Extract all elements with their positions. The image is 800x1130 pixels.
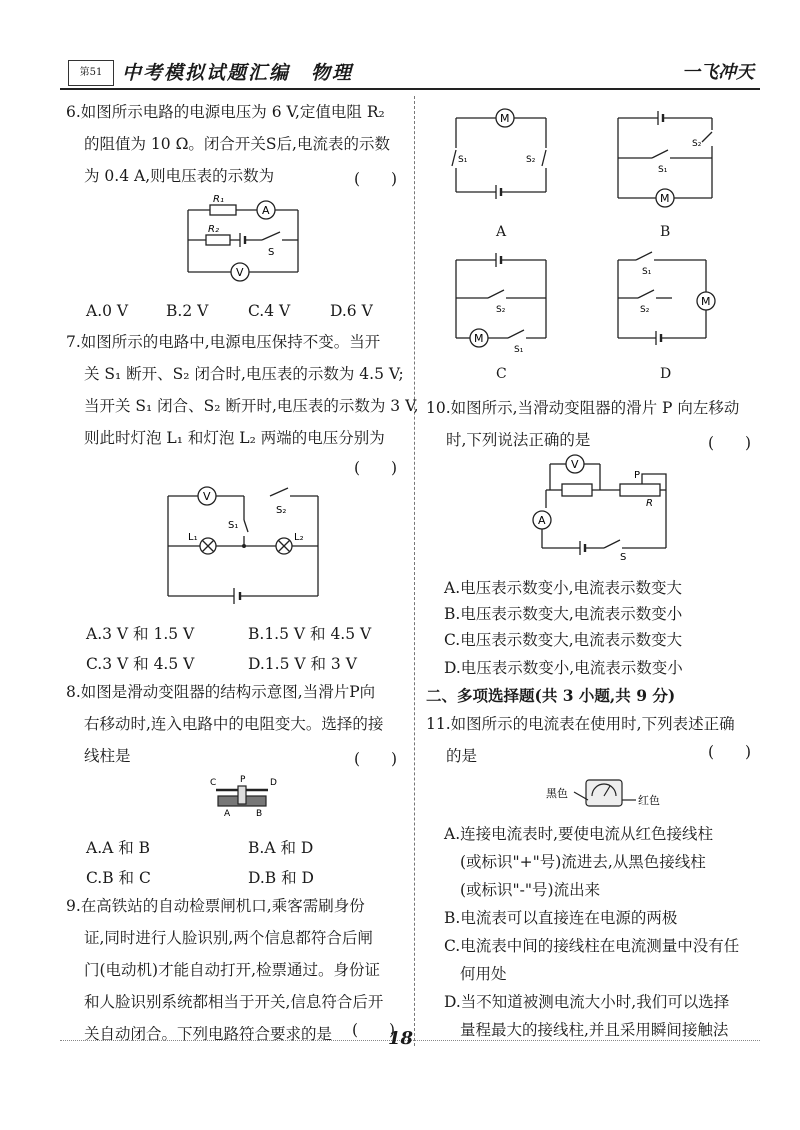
q9-line-2: 证,同时进行人脸识别,两个信息都符合后闸	[84, 929, 373, 947]
q10-p-label: P	[634, 470, 641, 481]
q11-red-label: 红色	[638, 794, 660, 807]
q7-line-3: 当开关 S₁ 闭合、S₂ 断开时,电压表的示数为 3 V,	[84, 397, 419, 415]
q8-label-b: B	[256, 809, 263, 819]
q8-label-c: C	[210, 778, 217, 788]
q9-line-1: 9.在高铁站的自动检票闸机口,乘客需刷身份	[66, 897, 365, 915]
q9d-s1-label: S₁	[642, 267, 652, 277]
q9c-motor-label: M	[474, 332, 484, 345]
q9a-s2-label: S₂	[526, 155, 536, 165]
q11-option-line-2: (或标识"+"号)流进去,从黑色接线柱	[460, 853, 706, 871]
q11-answer-paren: ( )	[708, 743, 752, 761]
q7-l1-label: L₁	[188, 532, 198, 543]
q11-option-line-6: 何用处	[460, 965, 507, 983]
q9-caption-b: B	[660, 224, 671, 240]
book-logo-icon: 第51	[68, 60, 114, 86]
q11-option-line-1: A.连接电流表时,要使电流从红色接线柱	[444, 825, 714, 843]
q8-option-d: D.B 和 D	[248, 869, 314, 887]
q8-label-p: P	[240, 775, 246, 785]
page-number: 18	[388, 1028, 414, 1049]
q10-option-a: A.电压表示数变小,电流表示数变大	[444, 579, 683, 597]
q6-option-b: B.2 V	[166, 302, 209, 320]
q6-line-2: 的阻值为 10 Ω。闭合开关S后,电流表的示数	[84, 135, 390, 153]
q6-line-3: 为 0.4 A,则电压表的示数为	[84, 167, 275, 185]
q10-line-2: 时,下列说法正确的是	[446, 431, 591, 449]
q10-ammeter-label: A	[538, 514, 546, 527]
q9-line-3: 门(电动机)才能自动打开,检票通过。身份证	[84, 961, 381, 979]
q11-option-line-4: B.电流表可以直接连在电源的两极	[444, 909, 678, 927]
q6-line-1: 6.如图所示电路的电源电压为 6 V,定值电阻 R₂	[66, 103, 385, 121]
q6-option-d: D.6 V	[330, 302, 373, 320]
q9a-s1-label: S₁	[458, 155, 468, 165]
q8-line-1: 8.如图是滑动变阻器的结构示意图,当滑片P向	[66, 683, 376, 701]
q10-s-label: S	[620, 552, 627, 563]
section-2-title: 二、多项选择题(共 3 小题,共 9 分)	[426, 686, 676, 705]
q8-answer-paren: ( )	[354, 750, 398, 768]
q7-s2-label: S₂	[276, 505, 287, 516]
q11-line-1: 11.如图所示的电流表在使用时,下列表述正确	[426, 715, 735, 733]
q9b-s1-label: S₁	[658, 165, 668, 175]
q7-voltmeter-label: V	[203, 490, 211, 503]
q9d-motor-label: M	[701, 295, 711, 308]
q11-black-label: 黑色	[546, 787, 568, 800]
q8-line-2: 右移动时,连入电路中的电阻变大。选择的接	[84, 715, 384, 733]
header-brand: 一飞冲天	[682, 62, 754, 83]
q11-option-line-7: D.当不知道被测电流大小时,我们可以选择	[444, 993, 730, 1011]
q7-line-4: 则此时灯泡 L₁ 和灯泡 L₂ 两端的电压分别为	[84, 429, 385, 447]
q11-option-line-5: C.电流表中间的接线柱在电流测量中没有任	[444, 937, 740, 955]
q10-option-c: C.电压表示数变大,电流表示数变大	[444, 631, 683, 649]
q7-answer-paren: ( )	[354, 459, 398, 477]
q7-option-c: C.3 V 和 4.5 V	[86, 655, 195, 673]
q11-option-line-3: (或标识"-"号)流出来	[460, 881, 601, 899]
q9c-s2-label: S₂	[496, 305, 506, 315]
q8-option-b: B.A 和 D	[248, 839, 314, 857]
q7-option-d: D.1.5 V 和 3 V	[248, 655, 357, 673]
q9-line-5: 关自动闭合。下列电路符合要求的是	[84, 1025, 333, 1043]
q9-caption-d: D	[660, 366, 672, 382]
q7-option-a: A.3 V 和 1.5 V	[86, 625, 195, 643]
q6-r2-label: R₂	[208, 224, 219, 235]
header-title: 中考模拟试题汇编 物理	[122, 62, 354, 84]
q9c-s1-label: S₁	[514, 345, 524, 355]
q9b-s2-label: S₂	[692, 139, 702, 149]
q9-caption-a: A	[496, 224, 507, 240]
q7-s1-label: S₁	[228, 520, 239, 531]
q9a-motor-label: M	[500, 112, 510, 125]
q6-voltmeter-label: V	[236, 266, 244, 279]
q7-line-2: 关 S₁ 断开、S₂ 闭合时,电压表的示数为 4.5 V;	[84, 365, 404, 383]
q9-caption-c: C	[496, 366, 507, 382]
q6-ammeter-label: A	[262, 204, 270, 217]
q10-answer-paren: ( )	[708, 434, 752, 452]
q9-line-4: 和人脸识别系统都相当于开关,信息符合后开	[84, 993, 384, 1011]
q11-option-line-8: 量程最大的接线柱,并且采用瞬间接触法	[460, 1021, 729, 1039]
q6-switch-label: S	[268, 247, 275, 258]
q7-line-1: 7.如图所示的电路中,电源电压保持不变。当开	[66, 333, 381, 351]
q9b-motor-label: M	[660, 192, 670, 205]
q8-label-d: D	[270, 778, 277, 788]
q8-option-c: C.B 和 C	[86, 869, 151, 887]
q6-option-a: A.0 V	[86, 302, 129, 320]
q6-r1-label: R₁	[213, 194, 224, 205]
q11-line-2: 的是	[446, 747, 478, 765]
q8-option-a: A.A 和 B	[86, 839, 151, 857]
q10-option-b: B.电压表示数变大,电流表示数变小	[444, 605, 683, 623]
q10-line-1: 10.如图所示,当滑动变阻器的滑片 P 向左移动	[426, 399, 740, 417]
q6-answer-paren: ( )	[354, 170, 398, 188]
q8-line-3: 线柱是	[84, 747, 131, 765]
q7-option-b: B.1.5 V 和 4.5 V	[248, 625, 372, 643]
q10-option-d: D.电压表示数变小,电流表示数变小	[444, 659, 683, 677]
q9d-s2-label: S₂	[640, 305, 650, 315]
q10-voltmeter-label: V	[571, 458, 579, 471]
q7-l2-label: L₂	[294, 532, 304, 543]
q6-option-c: C.4 V	[248, 302, 291, 320]
q10-r-label: R	[646, 498, 653, 509]
q9-answer-paren: ( )	[352, 1021, 396, 1039]
q8-label-a: A	[224, 809, 231, 819]
